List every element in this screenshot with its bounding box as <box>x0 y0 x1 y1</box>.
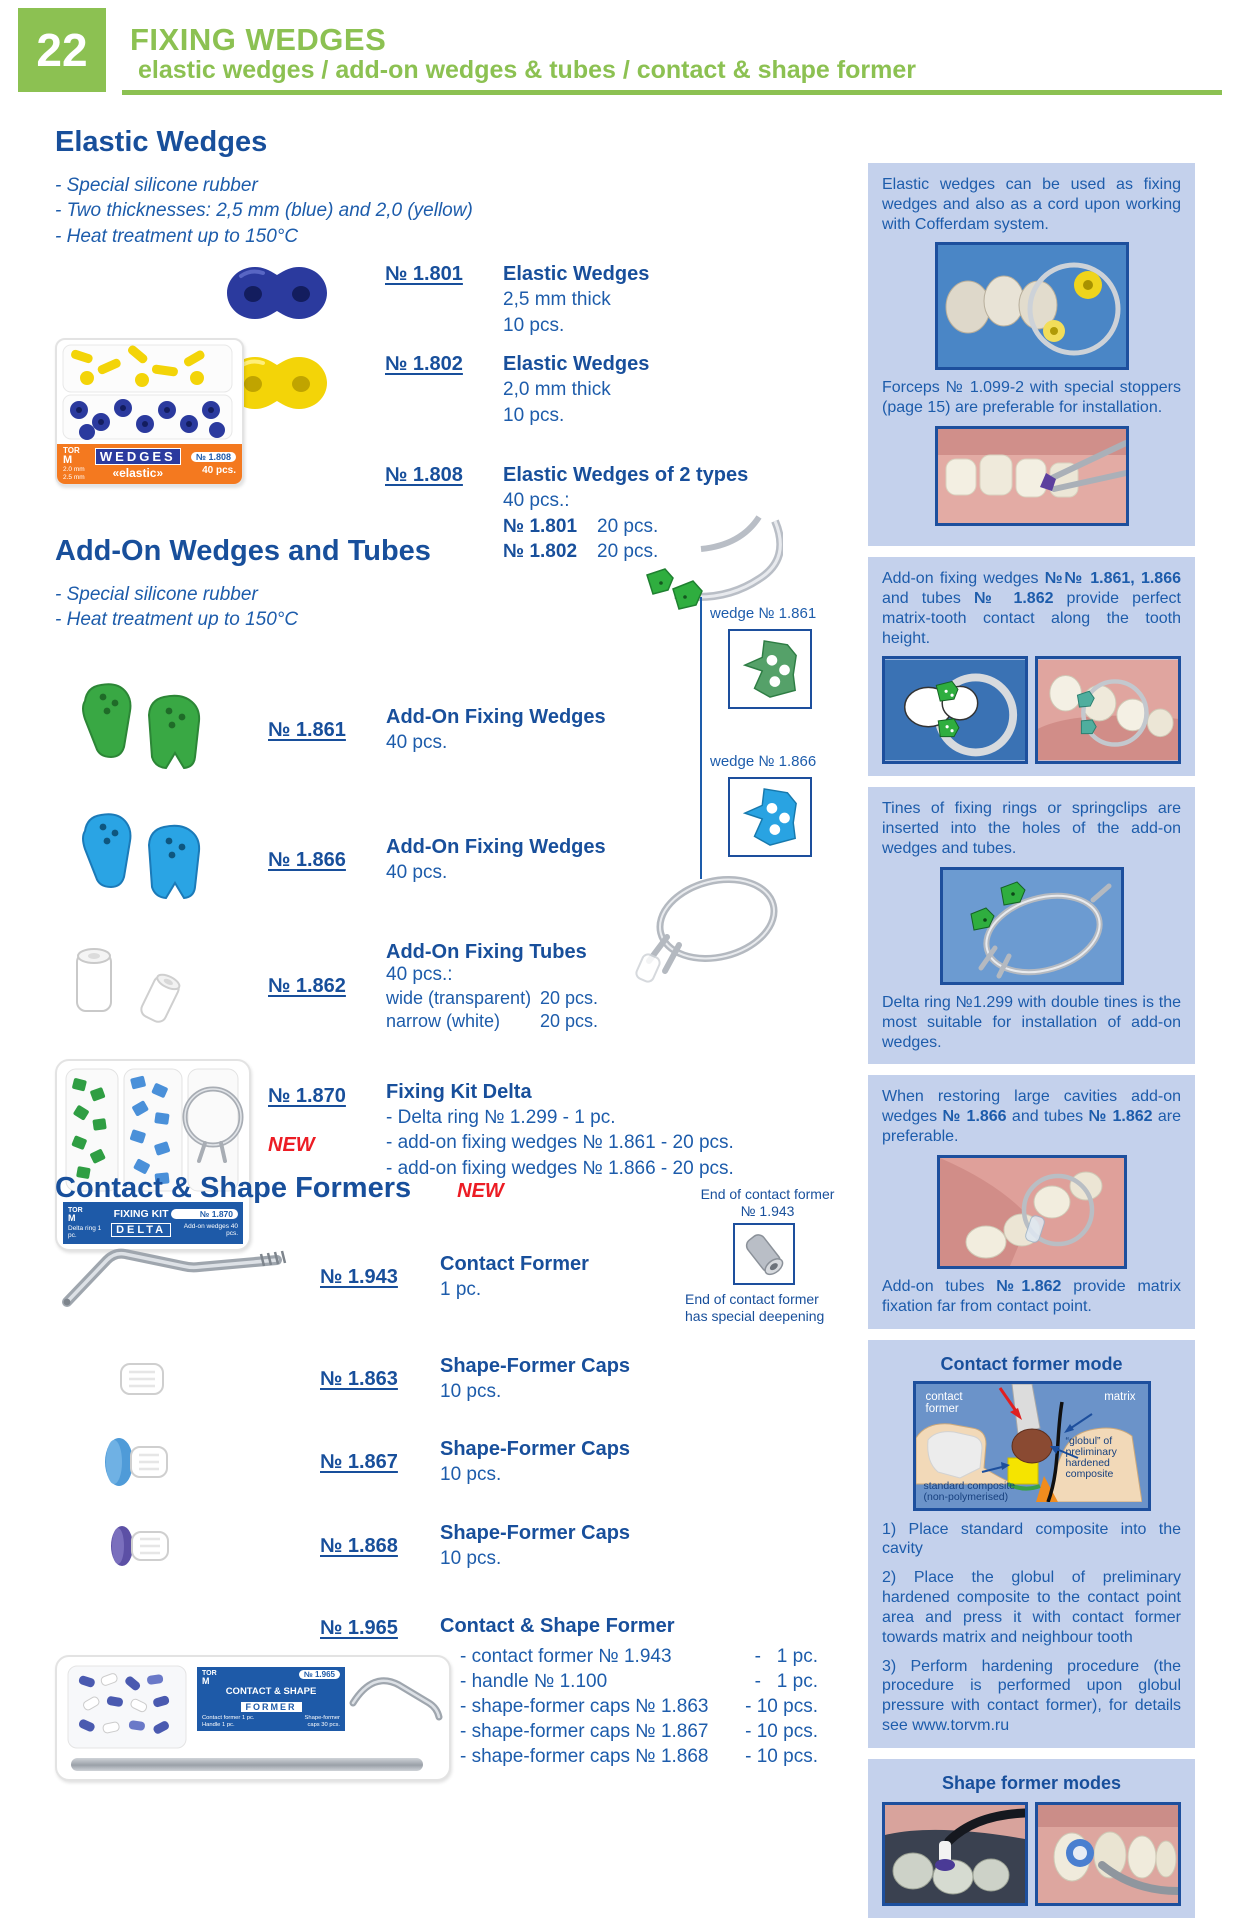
product-name: Shape-Former Caps <box>440 1521 631 1544</box>
sidebar-box-matrix-contact <box>868 557 1195 776</box>
product-desc <box>440 1522 780 1571</box>
set-item-label: - shape-former caps № 1.867 <box>460 1721 709 1742</box>
contact-former-tool-image <box>55 1236 295 1318</box>
product-line: 40 pcs.: <box>386 963 453 985</box>
new-badge: NEW <box>268 1133 315 1156</box>
kit-name: CONTACT & SHAPE <box>225 1686 317 1697</box>
product-desc <box>503 263 780 338</box>
product-image-cell <box>55 1615 340 1781</box>
product-line: 2,0 mm thick <box>503 379 611 401</box>
product-desc <box>503 353 780 428</box>
addon-tubes-image <box>55 939 205 1034</box>
set-item-label: - shape-former caps № 1.868 <box>460 1746 709 1767</box>
bullet-line: - Heat treatment up to 150°C <box>55 225 299 247</box>
instruction-step: 1) Place standard composite into the cavity <box>882 1520 1181 1558</box>
product-code: № 1.868 <box>320 1534 398 1557</box>
product-row <box>55 1511 780 1581</box>
wedge-diagram-label: wedge № 1.866 <box>710 753 817 770</box>
photo-shape-former-mode-1 <box>882 1802 1028 1906</box>
set-item-qty: - 10 pcs. <box>745 1746 818 1767</box>
wedge-diagram-1866 <box>728 777 812 857</box>
photo-cofferdam-system <box>935 242 1129 370</box>
kit-type: FORMER <box>241 1702 302 1712</box>
callout-caption: End of contact former has special deepening <box>685 1291 825 1324</box>
diagram-title: Shape former modes <box>941 1772 1122 1793</box>
elastic-wedges-box-contents <box>57 340 238 442</box>
springclip-with-wedges-image <box>603 513 783 613</box>
addon-wedges-blue-image <box>63 805 218 917</box>
photo-tube-matrix-fixation <box>937 1155 1127 1269</box>
product-desc <box>386 706 780 755</box>
section-elastic-wedges <box>55 126 780 563</box>
variant-label: narrow (white) <box>386 1011 501 1032</box>
wedge-1861-shape <box>739 638 801 700</box>
set-item-qty: - 1 pc. <box>754 1646 818 1667</box>
sub-code: № 1.802 <box>503 540 578 562</box>
product-name: Contact & Shape Former <box>440 1615 675 1637</box>
box-qty: 40 pcs. <box>202 465 236 476</box>
product-code: № 1.808 <box>385 463 463 486</box>
wedge-diagram-1861 <box>728 629 812 709</box>
product-name: Contact Former <box>440 1252 589 1275</box>
sub-code: № 1.801 <box>503 515 578 537</box>
wedge-diagram-label: wedge № 1.861 <box>710 605 817 622</box>
contact-former-end-diagram <box>733 1223 795 1285</box>
page-title: FIXING WEDGES <box>130 22 387 57</box>
set-item-qty: - 1 pc. <box>754 1671 818 1692</box>
product-name: Add-On Fixing Wedges <box>386 836 606 859</box>
sidebar-box-large-cavities <box>868 1075 1195 1328</box>
box-product-name: WEDGES <box>95 448 181 465</box>
kit-note-right: Add-on wedges 40 pcs. <box>183 1222 238 1237</box>
product-image-cell <box>55 1431 320 1493</box>
instruction-step: 3) Perform hardening procedure (the procedure is performed upon globul pressure with contact former), for details see www.torvm.ru <box>882 1657 1181 1735</box>
product-code: № 1.870 <box>268 1084 346 1107</box>
contact-former-mode-diagram <box>913 1381 1151 1511</box>
sidebar-box-elastic <box>868 163 1195 546</box>
product-desc <box>440 1355 780 1404</box>
sidebar-note: Delta ring №1.299 with double tines is the most suitable for installation of add-on wedges. <box>882 993 1181 1051</box>
shape-former-cap-purple-image <box>103 1517 181 1575</box>
kit-note-left: Contact former 1 pc. Handle 1 pc. <box>202 1715 255 1728</box>
sub-qty: 20 pcs. <box>597 540 659 562</box>
section-title: Add-On Wedges and Tubes <box>55 535 431 567</box>
product-row <box>55 1233 780 1321</box>
box-size: 2.0 mm <box>63 466 85 474</box>
contact-shape-kit-image <box>55 1655 451 1781</box>
shape-former-cap-transparent-image <box>107 1354 177 1404</box>
set-item-label: - handle № 1.100 <box>460 1671 608 1692</box>
product-qty: 40 pcs. <box>386 732 448 754</box>
sidebar-box-contact-former-mode <box>868 1340 1195 1748</box>
product-code: № 1.866 <box>268 849 346 872</box>
product-code: № 1.863 <box>320 1367 398 1390</box>
product-name: Shape-Former Caps <box>440 1437 631 1460</box>
addon-wedges-green-image <box>63 675 218 787</box>
product-name: Add-On Fixing Tubes <box>386 940 587 963</box>
product-code: № 1.801 <box>385 262 463 285</box>
bullet-line: - Special silicone rubber <box>55 175 258 196</box>
diagram-label-contact-former: contact former <box>925 1390 963 1415</box>
photo-forceps-installation <box>935 426 1129 526</box>
set-item-label: - shape-former caps № 1.863 <box>460 1696 709 1717</box>
callout-label: End of contact former <box>700 1186 835 1202</box>
product-name: Add-On Fixing Wedges <box>386 706 606 729</box>
sidebar-note: When restoring large cavities add-on wedges № 1.866 and tubes № 1.862 are preferable. <box>882 1088 1182 1146</box>
product-code-cell <box>268 1085 386 1157</box>
diagram-title: Contact former mode <box>940 1353 1123 1374</box>
kit-code: № 1.965 <box>299 1670 340 1679</box>
product-row <box>55 1427 780 1497</box>
product-qty: 40 pcs. <box>386 862 448 884</box>
kit-bent-tool <box>345 1661 445 1723</box>
kit-code: № 1.870 <box>171 1209 238 1219</box>
product-line: 40 pcs.: <box>503 489 570 511</box>
photo-shape-former-mode-2 <box>1035 1802 1181 1906</box>
photo-ring-on-teeth <box>1035 656 1181 764</box>
product-image-cell <box>55 939 268 1034</box>
product-line: 2,5 mm thick <box>503 288 611 310</box>
set-item-label: - contact former № 1.943 <box>460 1646 672 1667</box>
sidebar-box-tines <box>868 787 1195 1064</box>
kit-note-left: Delta ring 1 pc. <box>68 1224 102 1239</box>
product-name: Elastic Wedges of 2 types <box>503 463 749 486</box>
delta-ring-image <box>617 873 787 985</box>
bullet-line: - Heat treatment up to 150°C <box>55 609 299 631</box>
product-image-cell <box>55 1236 320 1318</box>
product-image-cell <box>55 805 268 917</box>
product-code: № 1.802 <box>385 353 463 376</box>
product-qty: 10 pcs. <box>503 405 565 427</box>
brand-logo: TOR M <box>68 1206 83 1223</box>
product-code: № 1.862 <box>268 975 346 998</box>
sidebar-note: Elastic wedges can be used as fixing wedges and also as a cord upon working with Cofferdam system. <box>882 176 1181 233</box>
section-contact-shape-formers <box>55 1172 835 1781</box>
variant-qty: 20 pcs. <box>539 988 598 1009</box>
sidebar-note: Add-on fixing wedges №№ 1.861, 1.866 and tubes № 1.862 provide perfect matrix-tooth contact along the tooth height. <box>882 570 1181 647</box>
callout-code: № 1.943 <box>740 1202 795 1219</box>
new-badge: NEW <box>457 1180 504 1202</box>
photo-delta-ring-with-wedges <box>940 867 1124 985</box>
product-qty: 10 pcs. <box>440 1380 502 1402</box>
wedge-1866-shape <box>739 786 801 848</box>
product-name: Fixing Kit Delta <box>386 1080 532 1103</box>
header-rule <box>122 90 1222 95</box>
product-image-cell <box>55 1354 320 1404</box>
diagram-label-standard-composite: standard composite (non-polymerised) <box>923 1479 1016 1503</box>
product-code: № 1.861 <box>268 719 346 742</box>
sidebar-note: Add-on tubes №1.862 provide matrix fixation far from contact point. <box>882 1277 1182 1315</box>
sidebar-box-shape-former-modes <box>868 1759 1195 1918</box>
product-qty: 10 pcs. <box>440 1463 502 1485</box>
product-image-cell <box>55 1517 320 1575</box>
section-addon-wedges-tubes <box>55 535 817 1251</box>
variant-qty: 20 pcs. <box>539 1011 598 1032</box>
product-desc <box>440 1438 780 1487</box>
product-code: № 1.943 <box>320 1265 398 1288</box>
product-code: № 1.965 <box>320 1617 398 1639</box>
product-image-cell <box>55 263 385 338</box>
product-code: № 1.867 <box>320 1450 398 1473</box>
product-qty: 10 pcs. <box>440 1547 502 1569</box>
kit-caps-compartment <box>67 1665 187 1749</box>
bullet-line: - Special silicone rubber <box>55 584 258 605</box>
box-product-type: «elastic» <box>112 466 164 480</box>
bullet-line: - Two thicknesses: 2,5 mm (blue) and 2,0 (yellow) <box>55 200 473 222</box>
product-name: Elastic Wedges <box>503 262 650 285</box>
set-item-qty: - 10 pcs. <box>745 1696 818 1717</box>
kit-name: FIXING KIT <box>113 1207 169 1220</box>
contact-former-end-callout <box>685 1186 850 1324</box>
elastic-box-label <box>57 444 242 484</box>
shape-former-cap-blue-image <box>99 1431 181 1493</box>
product-image-cell <box>55 675 268 787</box>
product-desc <box>386 1081 780 1181</box>
sub-qty: 20 pcs. <box>597 515 659 537</box>
section-title: Elastic Wedges <box>55 126 268 158</box>
elastic-wedges-box-image <box>55 338 244 486</box>
former-tip-image <box>740 1230 788 1278</box>
sidebar-note: Forceps № 1.099-2 with special stoppers (page 15) are preferable for installation. <box>882 379 1181 417</box>
diagram-divider <box>700 597 702 879</box>
product-row <box>55 675 780 787</box>
product-qty: 10 pcs. <box>503 314 565 336</box>
illustration-wedges-on-teeth <box>882 656 1028 764</box>
kit-item: - add-on fixing wedges № 1.866 - 20 pcs. <box>386 1158 734 1180</box>
sidebar-note: Tines of fixing rings or springclips are inserted into the holes of the add-on wedges and tubes. <box>882 800 1181 858</box>
instruction-step: 2) Place the globul of preliminary hardened composite to the contact point area and press it with contact former towards matrix and neighbour tooth <box>882 1569 1181 1646</box>
page-number: 22 <box>18 8 106 92</box>
sidebar <box>868 163 1195 1918</box>
variant-label: wide (transparent) <box>386 988 532 1009</box>
contact-shape-kit-label <box>197 1667 345 1731</box>
product-desc <box>440 1615 818 1768</box>
diagram-label-globul: “globul” of preliminary hardened composite <box>1065 1434 1117 1480</box>
box-size: 2.5 mm <box>63 473 85 481</box>
box-code: № 1.808 <box>191 452 236 462</box>
elastic-wedge-pair-blue-image <box>221 263 333 323</box>
page-subtitle: elastic wedges / add-on wedges & tubes / contact & shape former <box>138 56 916 84</box>
kit-item: - Delta ring № 1.299 - 1 pc. <box>386 1106 616 1128</box>
product-name: Elastic Wedges <box>503 353 650 376</box>
set-item-qty: - 10 pcs. <box>745 1721 818 1742</box>
kit-handle-rod <box>71 1758 423 1771</box>
product-row <box>55 263 780 338</box>
kit-note-right: Shape-former caps 30 pcs. <box>304 1715 340 1728</box>
kit-type: DELTA <box>111 1223 171 1237</box>
kit-item: - add-on fixing wedges № 1.861 - 20 pcs. <box>386 1132 734 1154</box>
diagram-label-matrix: matrix <box>1104 1390 1136 1403</box>
brand-logo: TOR M <box>63 446 80 467</box>
section-title: Contact & Shape Formers <box>55 1172 412 1204</box>
brand-logo: TOR M <box>202 1670 217 1686</box>
product-row <box>55 1615 818 1781</box>
product-name: Shape-Former Caps <box>440 1354 631 1377</box>
product-qty: 1 pc. <box>440 1278 482 1300</box>
product-row <box>55 1347 780 1411</box>
